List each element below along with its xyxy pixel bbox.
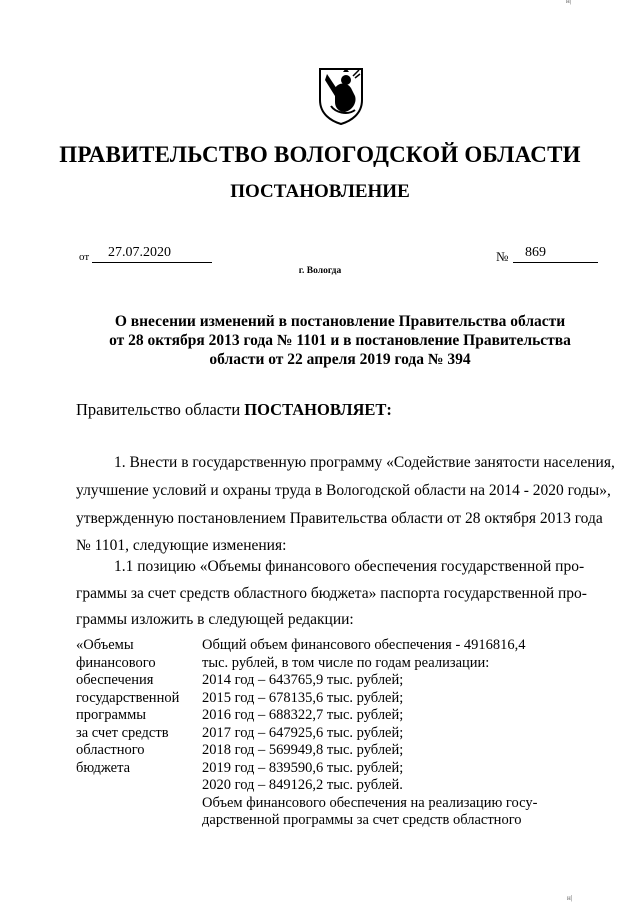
paragraph-1-line: 1. Внести в государственную программу «Содействие занятости населения,: [114, 454, 615, 471]
paragraph-1-line: № 1101, следующие изменения:: [76, 537, 287, 554]
document-subject: [80, 312, 600, 369]
table-left-cell: программы: [76, 707, 146, 723]
document-date: 27.07.2020: [92, 245, 212, 263]
table-left-cell: областного: [76, 742, 145, 758]
table-left-cell: государственной: [76, 689, 180, 706]
table-right-cell: 2019 год – 839590,6 тыс. рублей;: [202, 759, 404, 776]
table-right-cell: тыс. рублей, в том числе по годам реализации:: [202, 654, 490, 671]
organization-title: ПРАВИТЕЛЬСТВО ВОЛОГОДСКОЙ ОБЛАСТИ: [59, 142, 581, 167]
corner-mark-top: н|: [566, 0, 572, 5]
table-left-cell: «Объемы: [76, 637, 134, 653]
table-right-column: [202, 637, 537, 830]
city: г. Вологда: [298, 266, 342, 276]
table-left-cell: бюджета: [76, 759, 131, 776]
coat-of-arms-emblem: [317, 66, 365, 126]
table-left-cell: финансового: [76, 654, 156, 671]
table-right-cell: дарственной программы за счет средств областного: [202, 812, 522, 828]
preamble-text: Правительство области: [76, 400, 245, 419]
subject-line: области от 22 апреля 2019 года № 394: [209, 351, 471, 368]
paragraph-2-line: 1.1 позицию «Объемы финансового обеспечения государственной про-: [114, 558, 585, 575]
document-type: ПОСТАНОВЛЕНИЕ: [230, 181, 410, 202]
table-right-cell: 2014 год – 643765,9 тыс. рублей;: [202, 672, 404, 688]
date-prefix: от: [79, 251, 90, 263]
paragraph-1-line: утвержденную постановлением Правительства области от 28 октября 2013 года: [76, 510, 603, 527]
number-prefix: №: [496, 249, 509, 264]
subject-line: О внесении изменений в постановление Правительства области: [114, 313, 566, 330]
table-right-cell: 2016 год – 688322,7 тыс. рублей;: [202, 707, 404, 723]
preamble: [76, 400, 392, 420]
table-right-cell: 2020 год – 849126,2 тыс. рублей.: [202, 777, 403, 793]
paragraph-2-line: граммы изложить в следующей редакции:: [76, 611, 354, 628]
document-number: 869: [513, 245, 598, 263]
table-right-cell: 2017 год – 647925,6 тыс. рублей;: [202, 724, 404, 741]
table-right-cell: 2018 год – 569949,8 тыс. рублей;: [202, 742, 404, 758]
paragraph-1-line: улучшение условий и охраны труда в Вологодской области на 2014 - 2020 годы»,: [76, 482, 611, 499]
table-left-column: [76, 637, 179, 777]
paragraph-2-line: граммы за счет средств областного бюджета» паспорта государственной про-: [76, 585, 587, 602]
preamble-bold: ПОСТАНОВЛЯЕТ:: [244, 400, 392, 419]
table-left-cell: обеспечения: [76, 672, 154, 688]
table-right-cell: Объем финансового обеспечения на реализацию госу-: [202, 794, 538, 811]
subject-line: от 28 октября 2013 года № 1101 и в постановление Правительства: [109, 332, 571, 349]
table-left-cell: за счет средств: [76, 724, 169, 741]
table-right-cell: 2015 год – 678135,6 тыс. рублей;: [202, 689, 404, 706]
table-right-cell: Общий объем финансового обеспечения - 4916816,4: [202, 637, 526, 653]
corner-mark-bottom: н|: [567, 894, 573, 902]
